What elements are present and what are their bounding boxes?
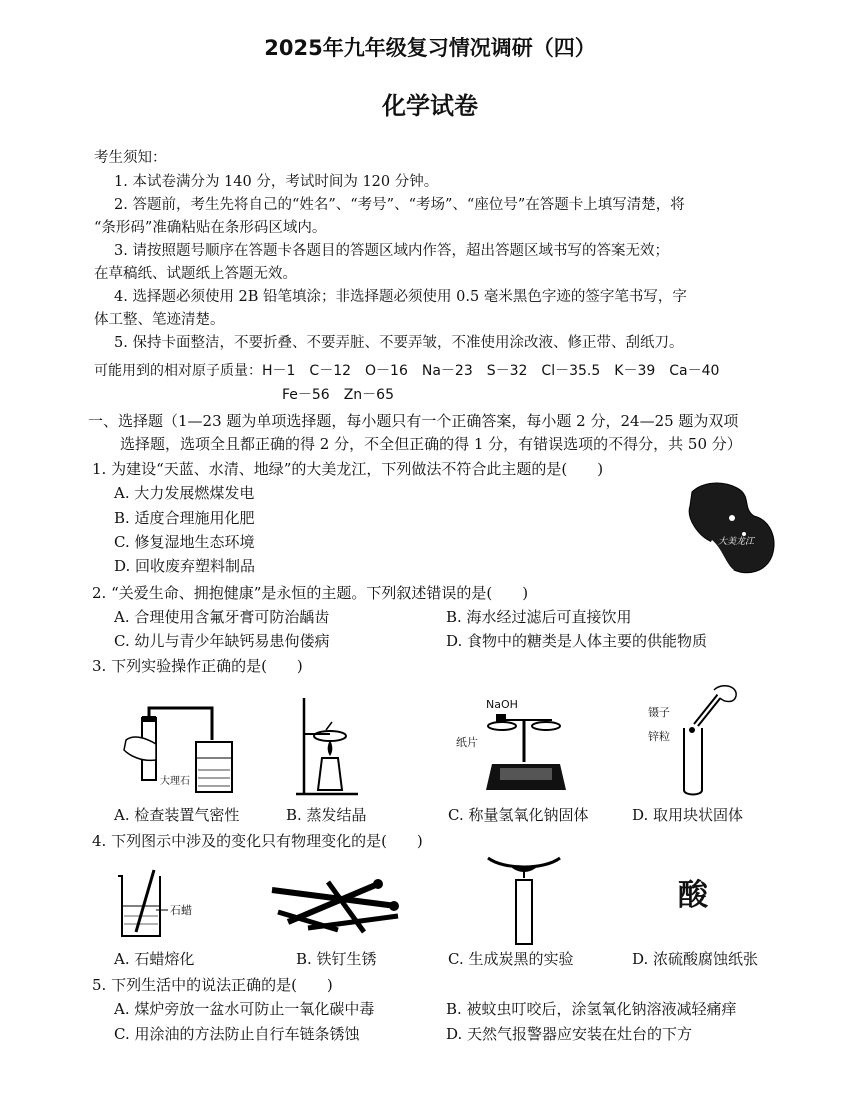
airtightness-check-figure — [112, 700, 242, 798]
notice-item: “条形码”准确粘贴在条形码区域内。 — [94, 220, 327, 236]
option-a: A. 煤炉旁放一盆水可防止一氧化碳中毒 — [114, 1000, 375, 1018]
option-b: B. 适度合理施用化肥 — [114, 509, 255, 527]
notice-item: 4. 选择题必须使用 2B 铅笔填涂；非选择题必须使用 0.5 毫米黑色字迹的签字笔书写，字 — [114, 289, 687, 305]
figure-label: 锌粒 — [648, 730, 670, 743]
exam-title: 2025年九年级复习情况调研（四） — [264, 36, 596, 60]
question-stem: 2. “关爱生命、拥抱健康”是永恒的主题。下列叙述错误的是( ) — [92, 584, 529, 602]
option-d: D. 回收废弃塑料制品 — [114, 557, 256, 575]
option-d: D. 食物中的糖类是人体主要的供能物质 — [446, 632, 708, 650]
option-d: D. 天然气报警器应安装在灶台的下方 — [446, 1025, 693, 1043]
option-c: C. 用涂油的方法防止自行车链条锈蚀 — [114, 1025, 360, 1043]
figure-label: 纸片 — [456, 736, 478, 749]
notice-item: 在草稿纸、试题纸上答题无效。 — [94, 266, 297, 282]
option-b: B. 蒸发结晶 — [286, 806, 367, 824]
option-d: D. 取用块状固体 — [632, 806, 744, 824]
evaporation-figure — [292, 694, 362, 798]
option-a: A. 大力发展燃煤发电 — [114, 484, 255, 502]
option-a: A. 检查装置气密性 — [114, 806, 240, 824]
notice-item: 1. 本试卷满分为 140 分，考试时间为 120 分钟。 — [114, 174, 439, 190]
question-stem: 1. 为建设“天蓝、水清、地绿”的大美龙江，下列做法不符合此主题的是( ) — [92, 460, 604, 478]
atomic-mass-line: Fe－56 Zn－65 — [282, 387, 394, 403]
figure-label: 镊子 — [648, 706, 670, 719]
option-d: D. 浓硫酸腐蚀纸张 — [632, 950, 759, 968]
notice-item: 3. 请按照题号顺序在答题卡各题目的答题区域内作答，超出答题区域书写的答案无效； — [114, 243, 669, 259]
section-heading: 选择题，选项全且都正确的得 2 分，不全但正确的得 1 分，有错误选项的不得分，共 50 分） — [120, 435, 742, 453]
option-c: C. 称量氢氧化钠固体 — [448, 806, 589, 824]
question-stem: 3. 下列实验操作正确的是( ) — [92, 657, 303, 675]
option-c: C. 生成炭黑的实验 — [448, 950, 574, 968]
option-b: B. 被蚊虫叮咬后，涂氢氧化钠溶液减轻痛痒 — [446, 1000, 737, 1018]
heilongjiang-map-figure — [682, 478, 782, 578]
option-c: C. 修复湿地生态环境 — [114, 533, 255, 551]
notice-item: 5. 保持卡面整洁，不要折叠、不要弄脏、不要弄皱，不准使用涂改液、修正带、刮纸刀。 — [114, 335, 684, 351]
option-a: A. 合理使用含氟牙膏可防治龋齿 — [114, 608, 330, 626]
question-stem: 4. 下列图示中涉及的变化只有物理变化的是( ) — [92, 832, 423, 850]
atomic-mass-line: 可能用到的相对原子质量：H－1 C－12 O－16 Na－23 S－32 Cl－35.5 K－39 Ca－40 — [94, 363, 720, 379]
figure-label: 石蜡 — [170, 904, 192, 917]
exam-subject: 化学试卷 — [382, 92, 478, 120]
section-heading: 一、选择题（1—23 题为单项选择题，每小题只有一个正确答案，每小题 2 分，24—25 题为双项 — [88, 412, 739, 430]
carbon-black-figure — [484, 850, 564, 946]
question-stem: 5. 下列生活中的说法正确的是( ) — [92, 976, 333, 994]
option-c: C. 幼儿与青少年缺钙易患佝偻病 — [114, 632, 330, 650]
notice-item: 体工整、笔迹清楚。 — [94, 312, 225, 328]
map-label: 大美龙江 — [718, 537, 755, 547]
figure-label: NaOH — [486, 698, 518, 711]
notice-heading: 考生须知： — [94, 150, 167, 166]
figure-label: 大理石 — [160, 776, 190, 787]
acid-paper-figure: 酸 — [678, 878, 706, 913]
option-b: B. 海水经过滤后可直接饮用 — [446, 608, 632, 626]
tweezers-figure — [646, 680, 746, 798]
balance-figure — [456, 698, 586, 798]
notice-item: 2. 答题前，考生先将自己的“姓名”、“考号”、“考场”、“座位号”在答题卡上填写清楚，将 — [114, 197, 685, 213]
option-a: A. 石蜡熔化 — [114, 950, 195, 968]
wax-melting-figure — [114, 866, 204, 940]
rusty-nails-figure — [268, 876, 408, 936]
option-b: B. 铁钉生锈 — [296, 950, 377, 968]
